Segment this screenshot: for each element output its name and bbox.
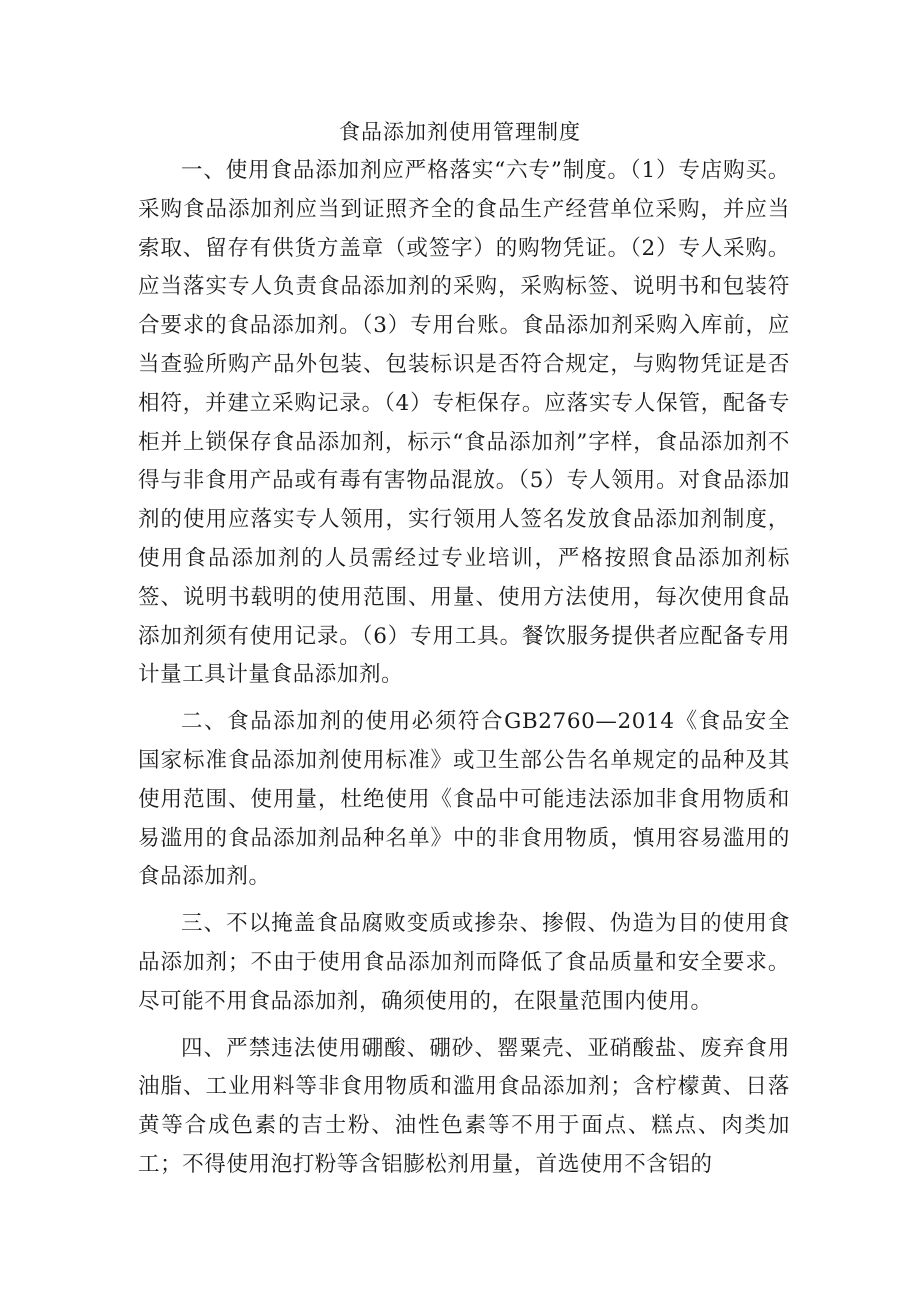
- paragraph-2: 二、食品添加剂的使用必须符合GB2760—2014《食品安全国家标准食品添加剂使用标准》或卫生部公告名单规定的品种及其使用范围、使用量，杜绝使用《食品中可能违法添加非食用物质和易滥用的食品添加剂品种名单》中的非食用物质，慎用容易滥用的食品添加剂。: [138, 709, 790, 890]
- document-title: 食品添加剂使用管理制度: [339, 120, 581, 144]
- paragraph-4: 四、严禁违法使用硼酸、硼砂、罂粟壳、亚硝酸盐、废弃食用油脂、工业用料等非食用物质和滥用食品添加剂；含柠檬黄、日落黄等合成色素的吉士粉、油性色素等不用于面点、糕点、肉类加工；不得使用泡打粉等含铝膨松剂用量，首选使用不含铝的: [138, 1035, 790, 1177]
- paragraph-3: 三、不以掩盖食品腐败变质或掺杂、掺假、伪造为目的使用食品添加剂；不由于使用食品添加剂而降低了食品质量和安全要求。尽可能不用食品添加剂，确须使用的，在限量范围内使用。: [138, 911, 790, 1014]
- document-body: [138, 152, 790, 1193]
- paragraph-1: 一、使用食品添加剂应严格落实“六专”制度。（1）专店购买。采购食品添加剂应当到证照齐全的食品生产经营单位采购，并应当索取、留存有供货方盖章（或签字）的购物凭证。（2）专人采购。应当落实专人负责食品添加剂的采购，采购标签、说明书和包装符合要求的食品添加剂。（3）专用台账。食品添加剂采购入库前，应当查验所购产品外包装、包装标识是否符合规定，与购物凭证是否相符，并建立采购记录。（4）专柜保存。应落实专人保管，配备专柜并上锁保存食品添加剂，标示“食品添加剂”字样，食品添加剂不得与非食用产品或有毒有害物品混放。（5）专人领用。对食品添加剂的使用应落实专人领用，实行领用人签名发放食品添加剂制度，使用食品添加剂的人员需经过专业培训，严格按照食品添加剂标签、说明书载明的使用范围、用量、使用方法使用，每次使用食品添加剂须有使用记录。（6）专用工具。餐饮服务提供者应配备专用计量工具计量食品添加剂。: [138, 158, 790, 688]
